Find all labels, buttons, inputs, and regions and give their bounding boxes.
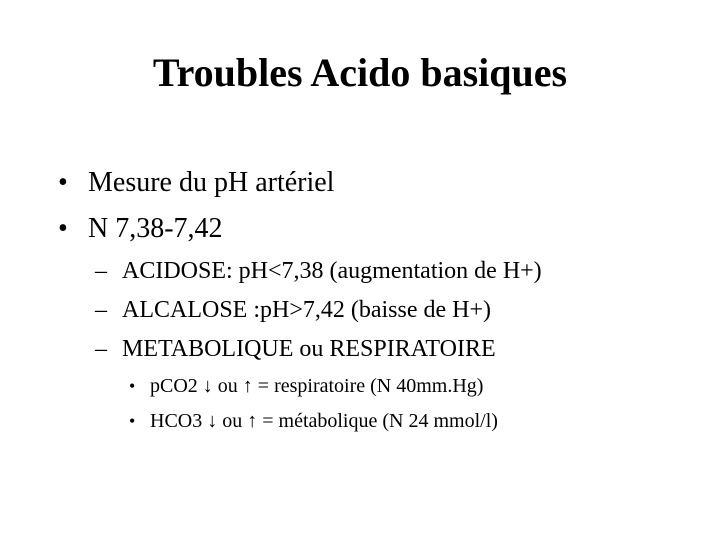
bullet-marker: • xyxy=(129,411,136,431)
sub-bullet-text: ACIDOSE: pH<7,38 (augmentation de H+) xyxy=(122,258,542,284)
bullet-marker: • xyxy=(58,167,68,198)
bullet-text: Mesure du pH artériel xyxy=(88,167,335,198)
dash-marker: – xyxy=(95,258,107,284)
detail-text: pCO2 ↓ ou ↑ = respiratoire (N 40mm.Hg) xyxy=(150,375,484,397)
bullet-marker: • xyxy=(129,376,136,396)
sub-bullet-text: METABOLIQUE ou RESPIRATOIRE xyxy=(122,336,496,362)
dash-marker: – xyxy=(95,336,107,362)
bullet-text: N 7,38-7,42 xyxy=(88,213,223,244)
sub-bullet-text: ALCALOSE :pH>7,42 (baisse de H+) xyxy=(122,297,492,323)
slide-title: Troubles Acido basiques xyxy=(152,50,568,95)
dash-marker: – xyxy=(95,297,107,323)
bullet-marker: • xyxy=(58,213,68,244)
detail-text: HCO3 ↓ ou ↑ = métabolique (N 24 mmol/l) xyxy=(150,410,498,432)
